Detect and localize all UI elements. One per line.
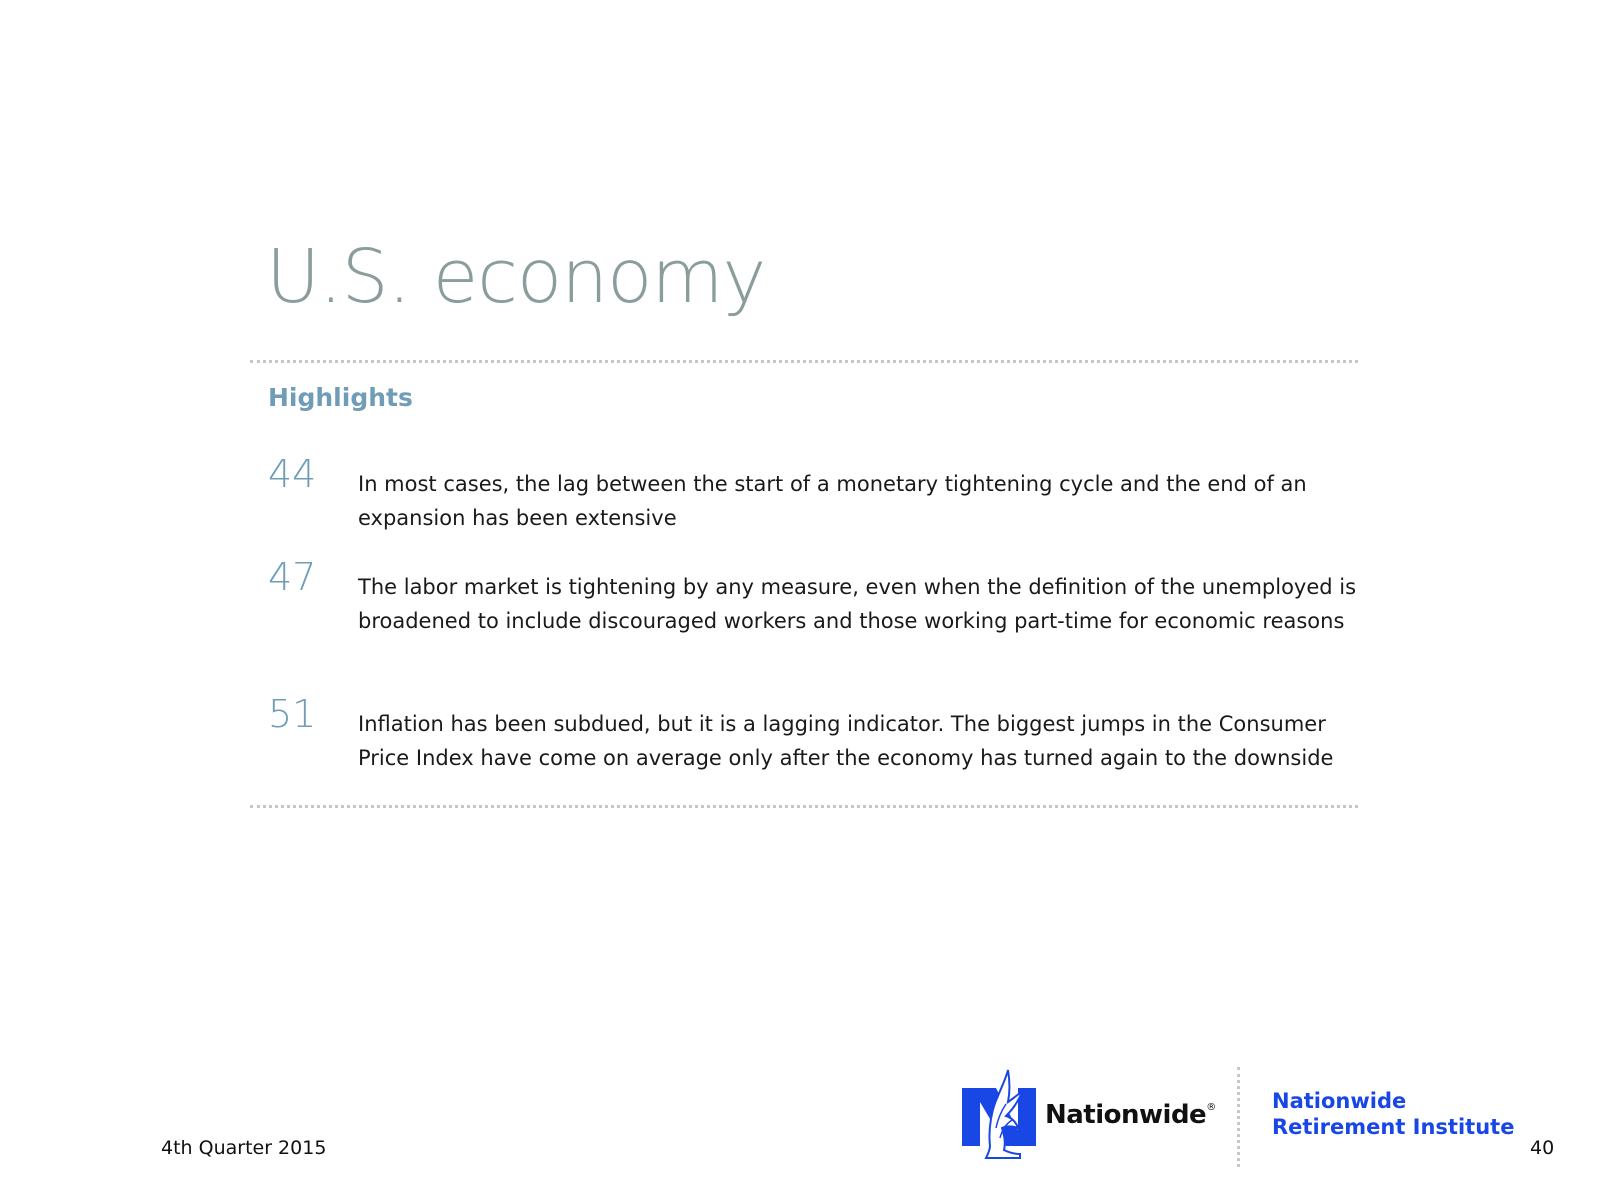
highlight-text: In most cases, the lag between the start of a monetary tightening cycle and the end of an expansion has been extensive [358,472,1307,530]
institute-line-1: Nationwide [1272,1089,1407,1113]
highlight-text: The labor market is tightening by any measure, even when the definition of the unemployed is broadened to include discouraged workers and those working part-time for economic reasons [358,575,1357,633]
page-number: 40 [1530,1137,1555,1159]
brand-name: Nationwide [1045,1100,1207,1130]
highlight-text: Inflation has been subdued, but it is a lagging indicator. The biggest jumps in the Consumer Price Index have come on average only after the economy has turned again to the downside [358,712,1334,770]
highlight-page-number: 47 [268,555,317,599]
report-period: 4th Quarter 2015 [161,1137,327,1159]
highlight-page-number: 44 [268,452,317,496]
nationwide-eagle-n-logo-icon [962,1068,1036,1160]
page-title: U.S. economy [266,234,766,320]
footer-divider [1237,1067,1240,1167]
bottom-divider [250,805,1358,808]
institute-line-2: Retirement Institute [1272,1115,1515,1139]
highlights-heading: Highlights [268,383,413,412]
nationwide-brand [1045,1100,1216,1130]
top-divider [250,360,1358,363]
registered-mark: ® [1206,1102,1216,1113]
highlight-page-number: 51 [268,692,317,736]
retirement-institute-logo [1272,1088,1514,1140]
